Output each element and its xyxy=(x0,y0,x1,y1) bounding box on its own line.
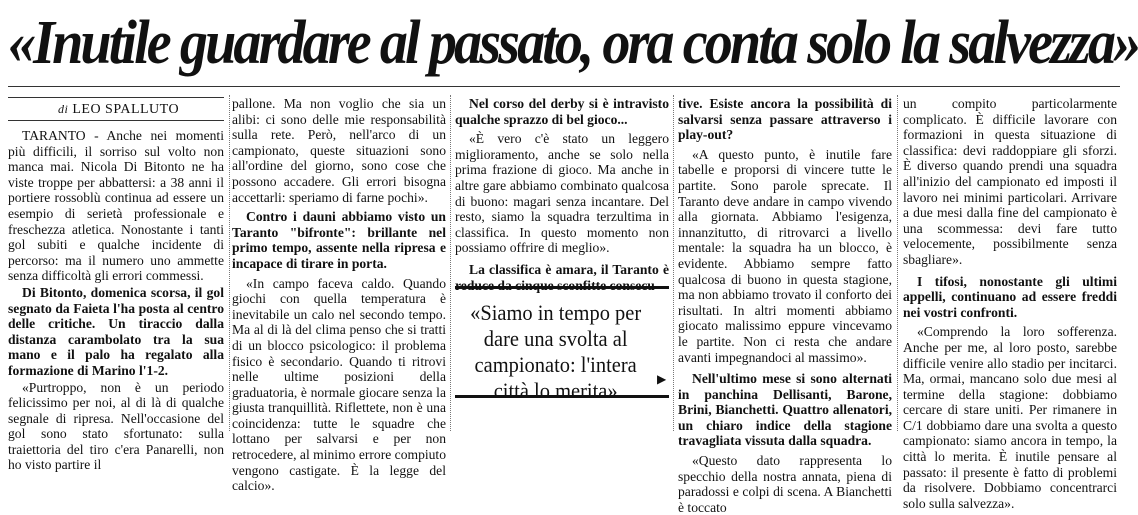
column-5-answer-end: un compito particolarmente complicato. È difficile lavorare con formazioni in questa situazione di classifica: devi raddoppiare gli sforzi. È diverso quando prendi una squadra all'inizio del campionato ed imposti il lavoro nei minimi particolari. Arrivare a due mesi dalla fine del campionato è una scommessa: devi fare tutto velocemente, possibilmente senza sbagliare». xyxy=(903,96,1117,267)
column-4-question-end: tive. Esiste ancora la possibilità di salvarsi senza passare attraverso i play-out? xyxy=(678,96,892,143)
column-2-question: Contro i dauni abbiamo visto un Taranto "bifronte": brillante nel primo tempo, assente nella ripresa e incapace di tirare in porta. xyxy=(232,209,446,271)
column-4-answer: «A questo punto, è inutile fare tabelle e proporsi di vincere tutte le partite. Sono parole sprecate. Il Taranto deve andare in campo vivendo alla giornata. Abbiamo l'esigenza, innanzitutto, di ritrovarci a livello mentale: la squadra ha un blocco, è evidente. Abbiamo sempre fatto qualcosa di buono in questa stagione, ma non abbiamo trovato il conforto dei risultati. In altri momenti abbiamo giocato malissimo eppure vincevamo le partite. Non ci resta che andare avanti impegnandoci al massimo». xyxy=(678,146,892,365)
column-4-question: Nell'ultimo mese si sono alternati in panchina Dellisanti, Barone, Brini, Bianchetti. Quattro allenatori, un chiaro indice della stagione travagliata vissuta dalla squadra. xyxy=(678,371,892,449)
column-3-question: Nel corso del derby si è intravisto qualche sprazzo di bel gioco... xyxy=(455,96,669,127)
byline xyxy=(58,102,179,118)
column-3-answer: «È vero c'è stato un leggero miglioramento, anche se solo nella prima frazione di gioco. Ma anche in altre gare abbiamo combinato qualcosa di buono: magari senza incantare. Del resto, siamo la squadra terzultima in classifica. In questo momento non possiamo offrire di meglio». xyxy=(455,131,669,256)
column-5 xyxy=(903,96,1117,511)
pull-quote-end-mark: ▶ xyxy=(657,372,667,386)
column-1 xyxy=(8,128,224,473)
column-5-answer: «Comprendo la loro sofferenza. Anche per me, al loro posto, sarebbe difficile venire allo stadio per incitarci. Ma, ormai, mancano solo due mesi al termine della stagione: dobbiamo cercare di stare uniti. Per rimanere in C/1 dobbiamo dare una svolta a questo campionato: siamo ancora in tempo, la città lo merita. È inutile pensare al passato: il presente è fatto di problemi da risolvere. Dobbiamo concentrarci solo sulla salvezza». xyxy=(903,324,1117,511)
column-4 xyxy=(678,96,892,515)
column-divider xyxy=(450,95,451,431)
column-1-intro: TARANTO - Anche nei momenti più difficili, il sorriso sul volto non manca mai. Nicola Di Bitonto ne ha viste troppe per abbattersi: a 38 anni il portiere rossoblù continua ad essere un esempio di serietà professionale e freschezza atletica. Nonostante i tanti gol subiti e qualche incidente di percorso: ma il numero uno ammette senza difficoltà gli errori commessi. xyxy=(8,128,224,284)
column-2-answer-end: pallone. Ma non voglio che sia un alibi: ci sono delle mie responsabilità sulla rete. Però, nell'arco di un campionato, queste situazioni sono all'ordine del giorno, sono cose che possono accadere. Gli errori bisogna accettarli: speriamo di farne pochi». xyxy=(232,96,446,205)
headline: «Inutile guardare al passato, ora conta solo la salvezza» xyxy=(8,9,1138,77)
column-1-question: Di Bitonto, domenica scorsa, il gol segnato da Faieta l'ha posta al centro delle critiche. Un tiraccio dalla distanza carambolato tra la sua mano e il palo ha regalato alla formazione di Marino l'1-2. xyxy=(8,284,224,378)
byline-rule-bottom xyxy=(8,120,224,121)
byline-prefix: di xyxy=(58,102,69,116)
column-divider xyxy=(673,95,674,431)
column-4-answer-2: «Questo dato rappresenta lo specchio della nostra annata, piena di paradossi e colpi di scena. A Bianchetti è toccato xyxy=(678,453,892,515)
pull-quote: «Siamo in tempo per dare una svolta al campionato: l'intera città lo merita» xyxy=(470,300,642,403)
pull-quote-rule-bottom xyxy=(455,395,669,398)
column-1-answer: «Purtroppo, non è un periodo felicissimo per noi, al di là di qualche segnale di ripresa. Nell'occasione del gol sono stato sfortunato: sulla traiettoria del tiro c'era Panarelli, non ho visto partire il xyxy=(8,379,224,473)
column-5-question: I tifosi, nonostante gli ultimi appelli, continuano ad essere freddi nei vostri confronti. xyxy=(903,273,1117,320)
pull-quote-rule-top xyxy=(455,286,669,289)
column-3-question-2: La classifica è amara, il Taranto è reduce da cinque sconfitte consecu- xyxy=(455,261,669,293)
headline-rule xyxy=(8,86,1120,87)
column-3 xyxy=(455,96,669,293)
column-2 xyxy=(232,96,447,494)
byline-rule-top xyxy=(8,97,224,98)
column-divider xyxy=(229,95,230,431)
column-divider xyxy=(897,95,898,431)
byline-author: LEO SPALLUTO xyxy=(72,102,180,117)
column-2-answer: «In campo faceva caldo. Quando giochi con quella temperatura è inevitabile un calo nel secondo tempo. Ma al di là del clima penso che si tratti di un blocco psicologico: il problema fisico è secondario. Quando ti ritrovi nelle ultime posizioni della graduatoria, è normale giocare senza la giusta tranquillità. Riflettete, non è una coincidenza: tutte le squadre che lottano per salvarsi e per non retrocedere, al minimo errore compiuto vengono castigate. È la legge del calcio». xyxy=(232,275,447,494)
